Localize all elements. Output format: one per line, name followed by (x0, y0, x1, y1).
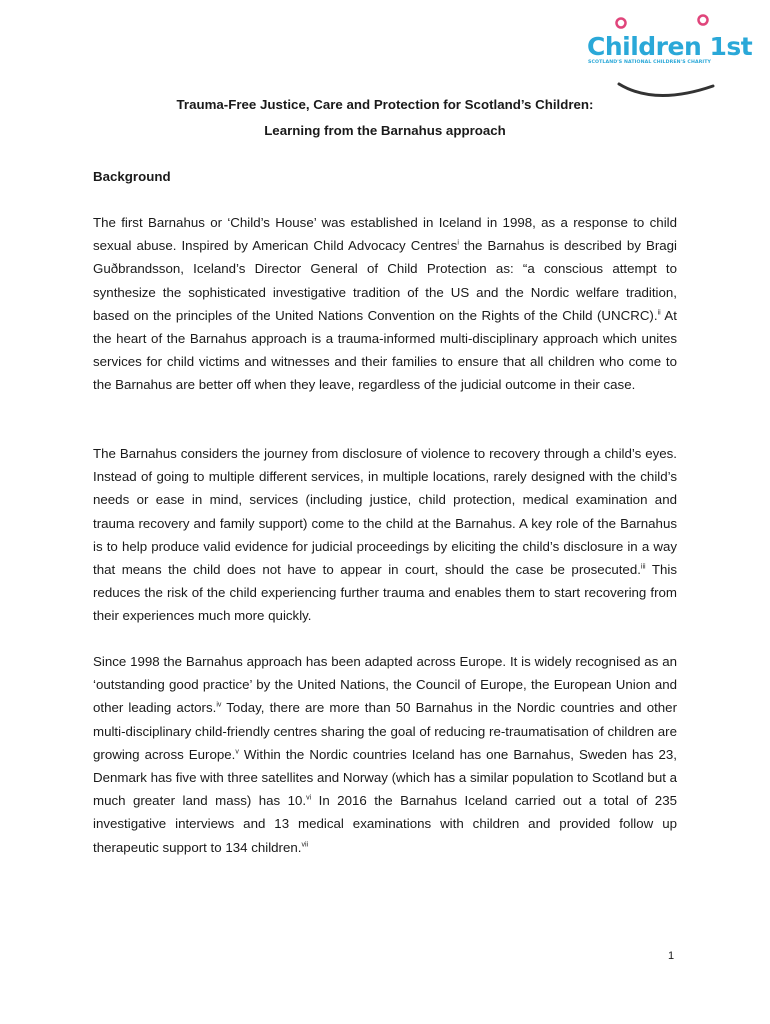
page-number: 1 (668, 950, 675, 962)
paragraph-3-text-a: Since 1998 the Barnahus approach has been adapted across Europe. It is widely recognised as an ‘outstanding good practice’ by the United Nations, the Council of Europe, the European Union and other leading actors. (93, 654, 677, 716)
logo-smile (619, 84, 713, 96)
paragraph-1-text-a: The first Barnahus or ‘Child’s House’ was established in Iceland in 1998, as a response to child sexual abuse. Inspired by American Child Advocacy Centres (93, 215, 677, 254)
paragraph-3-text-d: In 2016 the Barnahus Iceland carried out a total of 235 investigative interviews and 13 medical examinations with children and provided follow up therapeutic support to 134 children. (93, 793, 677, 855)
paragraph-1 (93, 211, 677, 397)
paragraph-1-text-b: the Barnahus is described by Bragi Guðbrandsson, Iceland’s Director General of Child Protection as: “a conscious attempt to synthesize the sophisticated investigative tradition of the US and the Nordic welfare tradition, based on the principles of the United Nations Convention on the Rights of the Child (UNCRC). (93, 238, 677, 323)
logo-head-right (699, 16, 708, 25)
endnote-marker[interactable]: i (457, 239, 459, 247)
logo-tagline: SCOTLAND'S NATIONAL CHILDREN'S CHARITY (588, 60, 712, 65)
paragraph-2-text-b: This reduces the risk of the child experiencing further trauma and enables them to start recovering from their experiences much more quickly. (93, 562, 677, 624)
endnote-marker[interactable]: vi (306, 794, 312, 802)
document-title-line-1: Trauma-Free Justice, Care and Protection for Scotland’s Children: (176, 97, 594, 112)
paragraph-3-text-c: Within the Nordic countries Iceland has one Barnahus, Sweden has 23, Denmark has five with three satellites and Norway (which has a similar population to Scotland but a much greater land mass) has 10. (93, 746, 677, 809)
paragraph-2 (93, 442, 677, 628)
paragraph-3-text-b: Today, there are more than 50 Barnahus in the Nordic countries and other multi-disciplinary child-friendly centres sharing the goal of reducing re-traumatisation of children are growing across Europe. (93, 700, 678, 762)
paragraph-3 (93, 650, 677, 859)
logo-brand-text: Children 1st (587, 32, 753, 61)
endnote-marker[interactable]: iii (640, 563, 646, 571)
section-heading: Background (93, 169, 171, 184)
endnote-marker[interactable]: vii (301, 841, 309, 849)
endnote-marker[interactable]: v (235, 748, 239, 756)
paragraph-1-text-c: At the heart of the Barnahus approach is a trauma-informed multi-disciplinary approach which unites services for child victims and witnesses and their families to ensure that all children who come to the Barnahus are better off when they leave, regardless of the judicial outcome in their case. (93, 307, 677, 393)
endnote-marker[interactable]: ii (657, 309, 661, 317)
logo-head-left (617, 19, 626, 28)
paragraph-2-text-a: The Barnahus considers the journey from disclosure of violence to recovery through a child’s eyes. Instead of going to multiple different services, in multiple locations, rarely designed with the child’s needs or ease in mind, services (including justice, child protection, medical examination and trauma recovery and family support) come to the child at the Barnahus. A key role of the Barnahus is to help produce valid evidence for judicial proceedings by eliciting the child’s disclosure in a way that means the child does not have to appear in court, should the case be prosecuted. (93, 446, 677, 578)
document-title-line-2: Learning from the Barnahus approach (264, 123, 506, 138)
endnote-marker[interactable]: iv (216, 701, 222, 709)
children-1st-logo (585, 14, 753, 104)
